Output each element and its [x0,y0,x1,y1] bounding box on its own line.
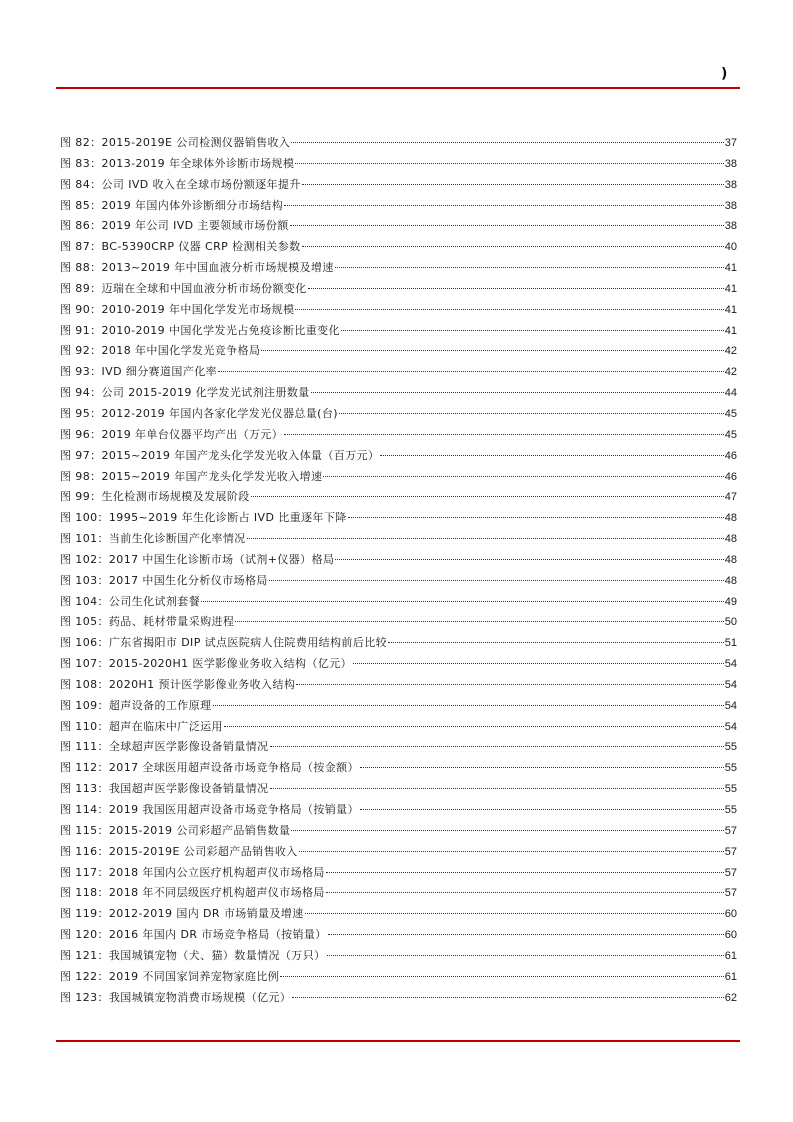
toc-entry-page-number: 48 [724,574,737,587]
dot-leader [284,434,724,435]
toc-entry-page-number: 45 [724,407,737,420]
toc-entry-page-number: 48 [724,512,737,525]
dot-leader [296,684,723,685]
dot-leader [280,976,724,977]
toc-entry-page-number: 45 [724,428,737,441]
toc-entry-title: 图 112：2017 全球医用超声设备市场竞争格局（按金额） [60,761,359,775]
toc-entry[interactable] [60,863,737,884]
toc-entry[interactable] [60,633,737,654]
toc-entry-title: 图 82：2015-2019E 公司检测仪器销售收入 [60,136,291,149]
dot-leader [323,476,723,477]
dot-leader [270,788,724,789]
toc-entry[interactable] [60,737,737,758]
toc-entry[interactable] [60,946,737,967]
dot-leader [339,413,724,414]
toc-entry-title: 图 108：2020H1 预计医学影像业务收入结构 [60,677,296,691]
toc-entry-title: 图 122：2019 不同国家饲养宠物家庭比例 [60,969,280,983]
dot-leader [284,205,724,206]
toc-entry[interactable] [60,550,737,571]
toc-entry-page-number: 55 [724,783,737,796]
toc-entry-title: 图 92：2018 年中国化学发光竞争格局 [60,344,261,358]
toc-entry-title: 图 103：2017 中国生化分析仪市场格局 [60,573,268,587]
dot-leader [380,455,723,456]
dot-leader [388,642,724,643]
toc-entry-page-number: 57 [724,887,737,900]
toc-entry-page-number: 37 [724,137,737,149]
dot-leader [292,997,723,998]
toc-entry-page-number: 41 [724,324,737,337]
toc-entry-page-number: 42 [724,366,737,379]
dot-leader [335,267,724,268]
toc-entry-title: 图 102：2017 中国生化诊断市场（试剂+仪器）格局 [60,552,335,566]
dot-leader [326,872,724,873]
toc-entry[interactable] [60,467,737,488]
toc-entry-page-number: 47 [724,491,737,504]
toc-entry-title: 图 94：公司 2015-2019 化学发光试剂注册数量 [60,386,310,400]
toc-entry-title: 图 104：公司生化试剂套餐 [60,594,201,608]
toc-entry-page-number: 48 [724,533,737,546]
toc-entry-title: 图 118：2018 年不同层级医疗机构超声仪市场格局 [60,886,325,900]
toc-entry[interactable] [60,696,737,717]
toc-entry[interactable] [60,279,737,300]
toc-entry-title: 图 106：广东省揭阳市 DIP 试点医院病人住院费用结构前后比较 [60,636,388,650]
toc-entry[interactable] [60,529,737,550]
dot-leader [291,830,723,831]
dot-leader [247,538,724,539]
toc-entry-page-number: 51 [724,637,737,650]
toc-entry[interactable] [60,216,737,237]
toc-entry[interactable] [60,925,737,946]
toc-entry-page-number: 54 [724,699,737,712]
dot-leader [290,225,724,226]
toc-entry-title: 图 115：2015-2019 公司彩超产品销售数量 [60,823,291,837]
toc-entry-page-number: 61 [724,949,737,962]
toc-entry-page-number: 55 [724,741,737,754]
dot-leader [291,142,723,143]
toc-entry[interactable] [60,967,737,988]
toc-entry[interactable] [60,779,737,800]
toc-entry[interactable] [60,258,737,279]
toc-entry[interactable] [60,612,737,633]
toc-entry-title: 图 98：2015~2019 年国产龙头化学发光收入增速 [60,469,323,483]
dot-leader [341,330,724,331]
dot-leader [295,163,723,164]
toc-entry[interactable] [60,821,737,842]
toc-entry-title: 图 97：2015~2019 年国产龙头化学发光收入体量（百万元） [60,448,380,462]
toc-entry-title: 图 93：IVD 细分赛道国产化率 [60,365,218,379]
toc-entry[interactable] [60,196,737,217]
dot-leader [201,601,724,602]
toc-entry-page-number: 54 [724,720,737,733]
figure-index-list [60,133,737,1008]
dot-leader [299,851,724,852]
toc-entry[interactable] [60,154,737,175]
dot-leader [269,580,724,581]
dot-leader [353,663,724,664]
dot-leader [311,392,724,393]
toc-entry-page-number: 49 [724,595,737,608]
toc-entry-title: 图 89：迈瑞在全球和中国血液分析市场份额变化 [60,281,307,295]
dot-leader [328,934,724,935]
toc-entry-title: 图 110：超声在临床中广泛运用 [60,719,223,733]
toc-entry-page-number: 50 [724,616,737,629]
toc-entry-title: 图 99：生化检测市场规模及发展阶段 [60,490,250,504]
dot-leader [348,517,724,518]
toc-entry[interactable] [60,446,737,467]
toc-entry[interactable] [60,300,737,321]
toc-entry-page-number: 55 [724,762,737,775]
toc-entry-page-number: 46 [724,470,737,483]
toc-entry-page-number: 57 [724,845,737,858]
toc-entry-title: 图 123：我国城镇宠物消费市场规模（亿元） [60,990,292,1004]
toc-entry-page-number: 54 [724,658,737,671]
toc-entry[interactable] [60,758,737,779]
toc-entry-title: 图 83：2013-2019 年全球体外诊断市场规模 [60,156,295,170]
toc-entry-title: 图 116：2015-2019E 公司彩超产品销售收入 [60,844,298,858]
toc-entry[interactable] [60,341,737,362]
toc-entry-page-number: 60 [724,929,737,942]
toc-entry[interactable] [60,717,737,738]
toc-entry-page-number: 42 [724,345,737,358]
toc-entry-page-number: 38 [724,157,737,170]
toc-entry[interactable] [60,675,737,696]
toc-entry-page-number: 38 [724,220,737,233]
toc-entry-title: 图 95：2012-2019 年国内各家化学发光仪器总量(台) [60,406,338,420]
dot-leader [261,350,723,351]
toc-entry-title: 图 88：2013~2019 年中国血液分析市场规模及增速 [60,261,334,275]
toc-entry-title: 图 105：药品、耗材带量采购进程 [60,615,235,629]
toc-entry[interactable] [60,383,737,404]
toc-entry[interactable] [60,592,737,613]
toc-entry-title: 图 91：2010-2019 中国化学发光占免疫诊断比重变化 [60,323,340,337]
dot-leader [224,726,724,727]
toc-entry-title: 图 84：公司 IVD 收入在全球市场份额逐年提升 [60,177,301,191]
toc-entry-page-number: 57 [724,866,737,879]
dot-leader [327,955,724,956]
dot-leader [360,767,724,768]
toc-entry-page-number: 54 [724,678,737,691]
toc-entry-page-number: 46 [724,449,737,462]
toc-entry-page-number: 40 [724,241,737,254]
dot-leader [213,705,724,706]
header-rule [56,87,740,89]
toc-entry-title: 图 87：BC-5390CRP 仪器 CRP 检测相关参数 [60,240,301,254]
toc-entry[interactable] [60,883,737,904]
toc-entry-title: 图 107：2015-2020H1 医学影像业务收入结构（亿元） [60,657,353,671]
toc-entry[interactable] [60,133,737,154]
toc-entry-page-number: 48 [724,553,737,566]
dot-leader [251,496,724,497]
dot-leader [326,892,724,893]
toc-entry-title: 图 90：2010-2019 年中国化学发光市场规模 [60,302,295,316]
toc-entry-title: 图 101：当前生化诊断国产化率情况 [60,532,246,546]
toc-entry-title: 图 113：我国超声医学影像设备销量情况 [60,782,269,796]
toc-entry-title: 图 117：2018 年国内公立医疗机构超声仪市场格局 [60,865,325,879]
toc-entry[interactable] [60,362,737,383]
toc-entry-title: 图 100：1995~2019 年生化诊断占 IVD 比重逐年下降 [60,511,347,525]
dot-leader [360,809,724,810]
toc-entry-page-number: 62 [724,991,737,1004]
dot-leader [270,746,724,747]
toc-entry[interactable] [60,904,737,925]
toc-entry[interactable] [60,425,737,446]
dot-leader [302,184,724,185]
toc-entry-page-number: 38 [724,178,737,191]
toc-entry-title: 图 109：超声设备的工作原理 [60,698,212,712]
footer-rule [56,1040,740,1042]
dot-leader [305,913,724,914]
toc-entry[interactable] [60,654,737,675]
dot-leader [335,559,723,560]
toc-entry-page-number: 57 [724,824,737,837]
toc-entry-page-number: 61 [724,970,737,983]
toc-entry-title: 图 111：全球超声医学影像设备销量情况 [60,740,269,754]
toc-entry-page-number: 60 [724,908,737,921]
toc-entry-title: 图 85：2019 年国内体外诊断细分市场结构 [60,198,284,212]
toc-entry[interactable] [60,237,737,258]
toc-entry[interactable] [60,571,737,592]
toc-entry-page-number: 41 [724,303,737,316]
dot-leader [218,371,724,372]
toc-entry[interactable] [60,175,737,196]
toc-entry-title: 图 121：我国城镇宠物（犬、猫）数量情况（万只） [60,948,326,962]
dot-leader [302,246,724,247]
toc-entry-title: 图 114：2019 我国医用超声设备市场竞争格局（按销量） [60,803,359,816]
toc-entry[interactable] [60,404,737,425]
toc-entry[interactable] [60,321,737,342]
toc-entry-title: 图 86：2019 年公司 IVD 主要领域市场份额 [60,219,289,233]
toc-entry-page-number: 38 [724,199,737,212]
header-corner-mark: ) [721,66,728,82]
toc-entry[interactable] [60,487,737,508]
dot-leader [295,309,723,310]
toc-entry[interactable] [60,988,737,1009]
toc-entry-title: 图 96：2019 年单台仪器平均产出（万元） [60,427,284,441]
toc-entry[interactable] [60,800,737,821]
toc-entry-page-number: 44 [724,387,737,400]
dot-leader [308,288,724,289]
toc-entry[interactable] [60,842,737,863]
toc-entry[interactable] [60,508,737,529]
toc-entry-title: 图 119：2012-2019 国内 DR 市场销量及增速 [60,907,304,921]
toc-entry-title: 图 120：2016 年国内 DR 市场竞争格局（按销量） [60,928,327,942]
toc-entry-page-number: 55 [724,804,737,816]
toc-entry-page-number: 41 [724,262,737,275]
toc-entry-page-number: 41 [724,282,737,295]
dot-leader [235,621,723,622]
